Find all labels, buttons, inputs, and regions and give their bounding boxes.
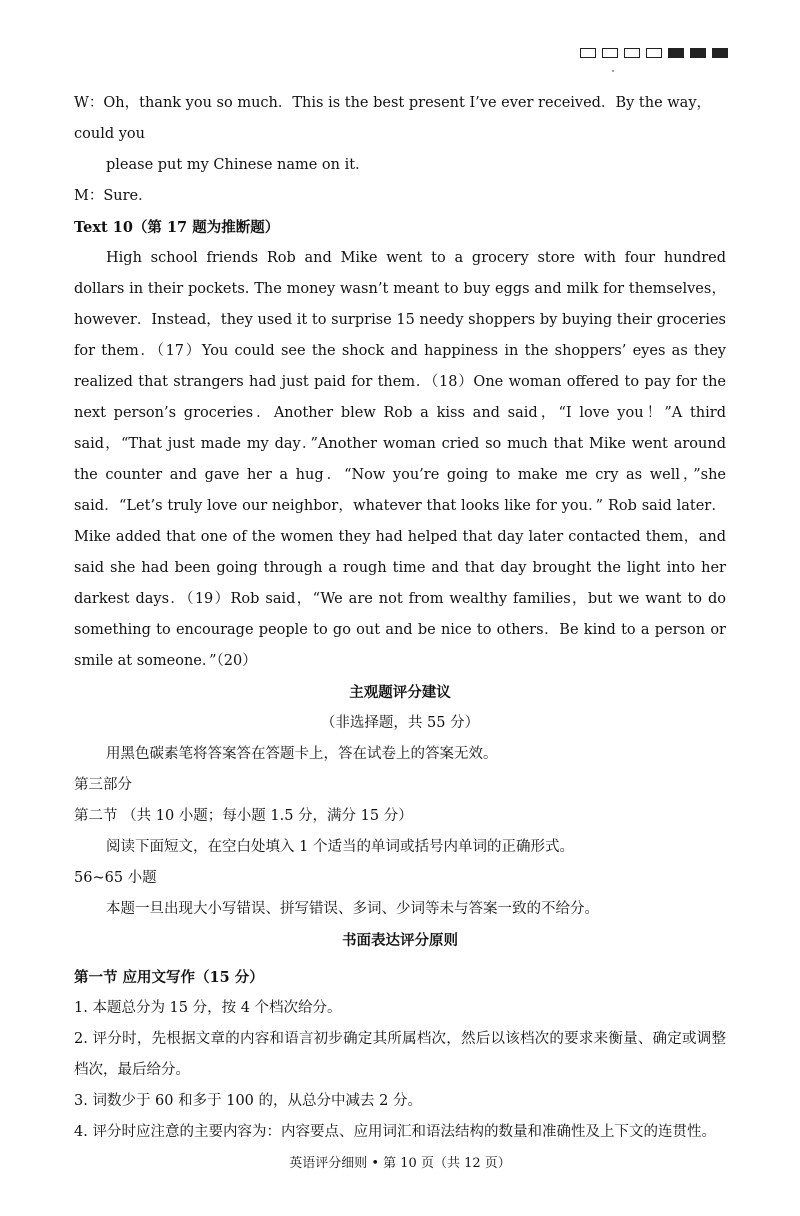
writing-rule-3: 3. 词数少于 60 和多于 100 的，从总分中减去 2 分。: [74, 1093, 422, 1109]
question-rule: 本题一旦出现大小写错误、拼写错误、多词、少词等未与答案一致的不给分。: [106, 901, 599, 917]
mark-filled-1: [668, 48, 684, 58]
question-range: 56~65 小题: [74, 870, 157, 886]
dialogue-m-line: M：Sure．: [74, 188, 153, 204]
subjective-subtitle: （非选择题，共 55 分）: [320, 715, 480, 731]
section2-instruction: 阅读下面短文，在空白处填入 1 个适当的单词或括号内单词的正确形式。: [106, 839, 574, 855]
writing-title: 书面表达评分原则: [342, 932, 458, 949]
text10-passage: High school friends Rob and Mike went to a grocery store with four hundred dollars in their pockets. The money wasn’t meant to buy eggs and milk for themselves，however．Instead，they used it to surprise 15 needy shoppers by buying their groceries for them．（17）You could see the shock and happiness in the shoppers’ eyes as they realized that strangers had just paid for them．（18）One woman offered to pay for the next person’s groceries．Another blew Rob a kiss and said，“I love you！”A third said，“That just made my day．”Another woman cried so much that Mike went around the counter and gave her a hug．“Now you’re going to make me cry as well，”she said．“Let’s truly love our neighbor，whatever that looks like for you．” Rob said later．Mike added that one of the women they had helped that day later contacted them，and said she had been going through a rough time and that day brought the light into her darkest days．（19）Rob said，“We are not from wealthy families，but we want to do something to encourage people to go out and be nice to others．Be kind to a person or smile at someone．”（20）: [74, 250, 726, 669]
mark-empty-4: [646, 48, 662, 58]
page-content: [74, 88, 726, 1148]
section2-heading: 第二节 （共 10 小题；每小题 1.5 分，满分 15 分）: [74, 808, 413, 824]
text10-heading: Text 10（第 17 题为推断题）: [74, 219, 280, 236]
mark-filled-2: [690, 48, 706, 58]
mark-filled-3: [712, 48, 728, 58]
mark-empty-2: [602, 48, 618, 58]
page-footer: 英语评分细则 • 第 10 页（共 12 页）: [289, 1156, 511, 1171]
writing-rule-1: 1. 本题总分为 15 分，按 4 个档次给分。: [74, 1000, 342, 1016]
writing-section1: 第一节 应用文写作（15 分）: [74, 969, 264, 986]
dialogue-w-line2: please put my Chinese name on it．: [106, 157, 370, 173]
mark-empty-3: [624, 48, 640, 58]
writing-rule-4: 4. 评分时应注意的主要内容为：内容要点、应用词汇和语法结构的数量和准确性及上下文的连贯性。: [74, 1124, 716, 1140]
scan-dot: [612, 70, 614, 72]
corner-marks: [580, 48, 728, 58]
part3-label: 第三部分: [74, 777, 132, 793]
mark-empty-1: [580, 48, 596, 58]
subjective-instruction: 用黑色碳素笔将答案答在答题卡上，答在试卷上的答案无效。: [106, 746, 498, 762]
dialogue-w-line1: W：Oh，thank you so much．This is the best present I’ve ever received．By the way，could you: [74, 95, 712, 142]
writing-rule-2: 2. 评分时，先根据文章的内容和语言初步确定其所属档次，然后以该档次的要求来衡量、确定或调整档次，最后给分。: [74, 1031, 726, 1078]
subjective-title: 主观题评分建议: [349, 684, 451, 701]
